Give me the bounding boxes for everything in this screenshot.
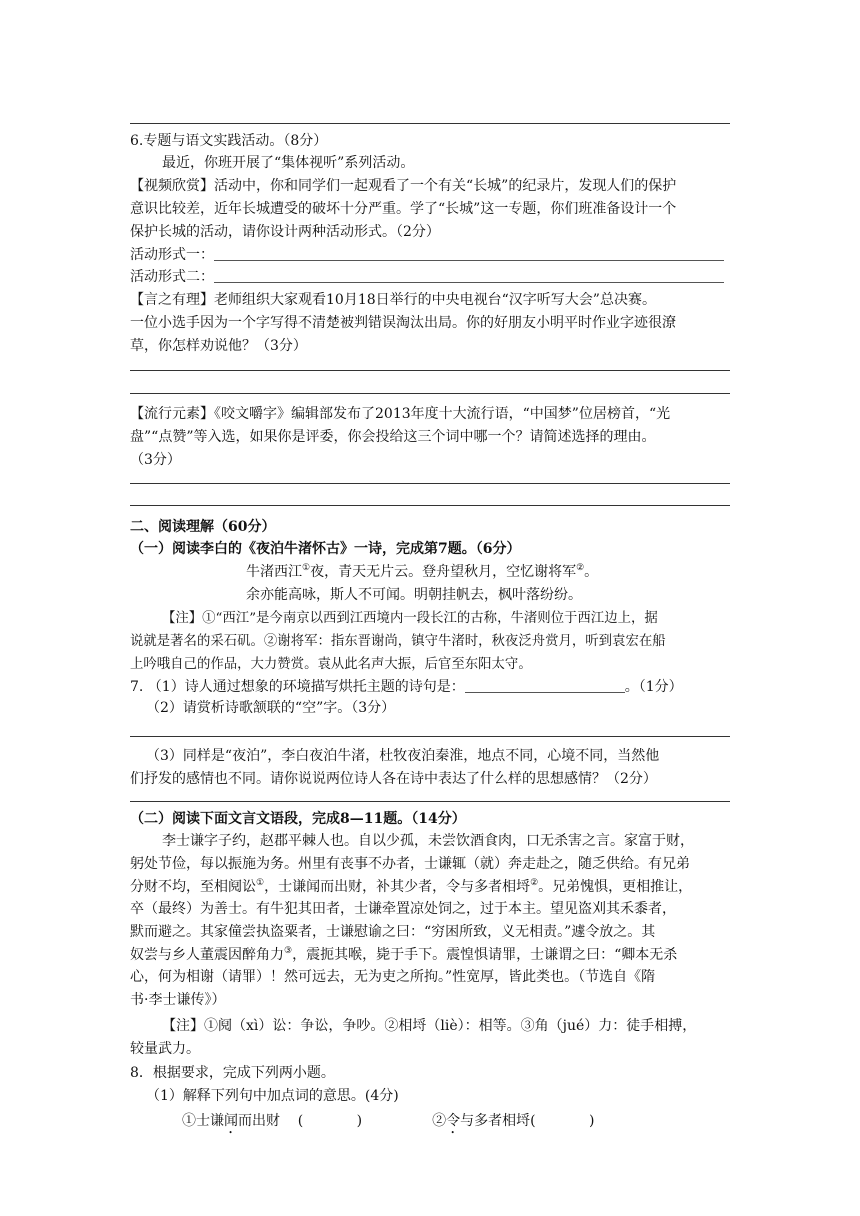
q7-3-line: （3）同样是“夜泊”，李白夜泊牛渚，杜牧夜泊秦淮，地点不同，心境不同，当然他 xyxy=(146,748,660,764)
dotted-word: 闻 xyxy=(224,1113,238,1129)
answer-line[interactable] xyxy=(130,736,730,737)
passage-note-line: 【注】①阋（xì）讼：争讼，争吵。②相埒（liè）：相等。③角（jué）力：徒手相搏， xyxy=(162,1018,697,1034)
q6-reason-line: 【言之有理】老师组织大家观看10月18日举行的中央电视台“汉字听写大会”总决赛。 xyxy=(130,292,656,308)
passage-line: 奴尝与乡人董震因醉角力③，震扼其喉，毙于手下。震惶惧请罪，士谦谓之曰：“卿本无杀 xyxy=(130,946,678,963)
q8-1: （1）解释下列句中加点词的意思。(4分) xyxy=(146,1088,399,1104)
section2-title: （二）阅读下面文言文语段，完成8—11题。（14分） xyxy=(130,811,466,827)
passage-line: 卒（最终）为善士。有牛犯其田者，士谦牵置凉处饲之，过于本主。望见盗刈其禾黍者， xyxy=(130,901,676,917)
answer-line[interactable] xyxy=(130,370,730,371)
answer-blank[interactable] xyxy=(214,246,724,261)
q6-video-line: 保护长城的活动，请你设计两种活动形式。（2分） xyxy=(130,224,440,240)
q7-1: 7. （1）诗人通过想象的环境描写烘托主题的诗句是： 。（1分） xyxy=(130,679,683,695)
q6-reason-line: 一位小选手因为一个字写得不清楚被判错误淘汰出局。你的好朋友小明平时作业字迹很潦 xyxy=(130,315,676,331)
passage-line: 默而避之。其家僮尝执盗粟者，士谦慰谕之曰：“穷困所致，义无相责。”遽令放之。其 xyxy=(130,924,656,940)
activity-form-1 xyxy=(130,245,730,265)
q6-intro: 最近，你班开展了“集体视听”系列活动。 xyxy=(162,155,415,171)
activity-form-2-label: 活动形式二： xyxy=(130,269,214,285)
q6-title: 6.专题与语文实践活动。（8分） xyxy=(130,133,328,149)
answer-line[interactable] xyxy=(130,505,730,506)
q7-2: （2）请赏析诗歌颔联的“空”字。（3分） xyxy=(146,700,396,716)
passage-line: 心，何为相谢（请罪）！然可远去，无为吏之所拘。”性宽厚，皆此类也。（节选自《隋 xyxy=(130,969,656,985)
part2-title: 二、阅读理解（60分） xyxy=(130,519,276,535)
q8-items: ①士谦闻而出财 ( ) ②令与多者相埒( ) xyxy=(182,1113,595,1129)
passage-line: 躬处节俭，每以振施为务。州里有丧事不办者，士谦辄（就）奔走赴之，随乏供给。有兄弟 xyxy=(130,856,690,872)
q8-title: 8．根据要求，完成下列两小题。 xyxy=(130,1065,335,1081)
passage-line: 分财不均，至相阋讼①，士谦闻而出财，补其少者，令与多者相埒②。兄弟愧惧，更相推让， xyxy=(130,878,693,895)
divider xyxy=(130,123,730,124)
passage-line: 书·李士谦传》） xyxy=(130,992,226,1008)
poem-note-line: 【注】①“西江”是今南京以西到江西境内一段长江的古称，牛渚则位于西江边上，据 xyxy=(162,611,658,626)
dotted-word: 令 xyxy=(446,1113,461,1129)
answer-line[interactable] xyxy=(130,393,730,394)
activity-form-2 xyxy=(130,267,730,287)
passage-line: 李士谦字子约，赵郡平棘人也。自以少孤，未尝饮酒食肉，口无杀害之言。家富于财， xyxy=(162,833,694,849)
poem-line-1: 牛渚西江①夜，青天无片云。登舟望秋月，空忆谢将军②。 xyxy=(246,563,599,580)
q7-3-line: 们抒发的感情也不同。请你说说两位诗人各在诗中表达了什么样的思想感情？（2分） xyxy=(130,771,657,787)
q6-reason-line: 草，你怎样劝说他？（3分） xyxy=(130,338,307,354)
poem-line-2: 余亦能高咏，斯人不可闻。明朝挂帆去，枫叶落纷纷。 xyxy=(246,587,582,603)
q6-trend-line: 【流行元素】《咬文嚼字》编辑部发布了2013年度十大流行语，“中国梦”位居榜首，“光 xyxy=(130,406,671,422)
q6-trend-line: （3分） xyxy=(130,452,181,468)
poem-note-line: 上吟哦自己的作品，大力赞赏。袁从此名声大振，后官至东阳太守。 xyxy=(130,657,532,672)
activity-form-1-label: 活动形式一： xyxy=(130,247,214,263)
poem-note-line: 说就是著名的采石矶。②谢将军：指东晋谢尚，镇守牛渚时，秋夜泛舟赏月，听到袁宏在船 xyxy=(130,634,666,649)
answer-line[interactable] xyxy=(130,483,730,484)
passage-note-line: 较量武力。 xyxy=(130,1041,200,1057)
answer-line[interactable] xyxy=(130,801,730,802)
q6-trend-line: 盘”“点赞”等入选，如果你是评委，你会投给这三个词中哪一个？请简述选择的理由。 xyxy=(130,429,656,445)
answer-blank[interactable] xyxy=(465,678,625,693)
section1-title: （一）阅读李白的《夜泊牛渚怀古》一诗，完成第7题。（6分） xyxy=(130,541,521,557)
q6-video-line: 【视频欣赏】活动中，你和同学们一起观看了一个有关“长城”的纪录片，发现人们的保护 xyxy=(130,178,677,194)
q6-video-line: 意识比较差，近年长城遭受的破坏十分严重。学了“长城”这一专题，你们班准备设计一个 xyxy=(130,201,677,217)
answer-blank[interactable] xyxy=(214,268,724,283)
